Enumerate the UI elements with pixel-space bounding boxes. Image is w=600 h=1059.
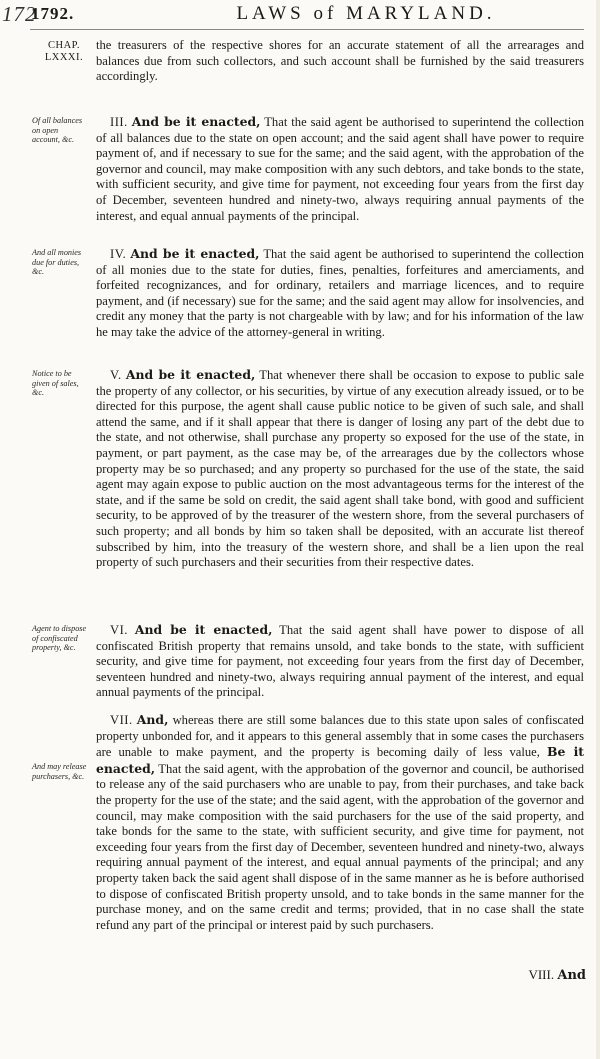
page-title: LAWS of MARYLAND. (236, 3, 496, 24)
catchword-number: VIII. (528, 967, 555, 982)
enacting-clause: And be it enacted, (125, 367, 256, 382)
section-text: That the said agent be authorised to superintend the collection of all balances due to the state on open account; and the said agent shall have power to require payment of, and if necessary to sue for the same; and the said agent, with the approbation of the governor and council, may make composition with any such debtors, and take bonds to the state, with sufficient security, and give time for payment, not exceeding four years from the first day of December, seventeen hundred and ninety-two, always requiring annual payments of the interest, and equal annual payments of the principal. (96, 115, 584, 223)
section-V (96, 367, 584, 571)
section-preamble: whereas there are still some balances due to this state upon sales of confiscated property unbonded for, and it appears to this general assembly that in some cases the purchasers are unable to make payment, and the property is becoming daily of less value, (96, 713, 584, 760)
header-rule (30, 29, 584, 30)
section-number: VII. (110, 713, 133, 727)
section-number: VI. (110, 623, 128, 637)
opening-word: And, (136, 712, 169, 727)
enacting-clause: Be it enacted, (96, 744, 585, 776)
paragraph-continued (96, 38, 584, 85)
chapter-word: CHAP. (48, 40, 80, 51)
chapter-number: LXXXI. (44, 52, 84, 63)
catchword (486, 967, 586, 983)
page-edge (596, 0, 600, 1059)
enacting-clause: And be it enacted, (130, 246, 260, 261)
margin-note-open-account: Of all balances on open account, &c. (32, 116, 83, 145)
handwritten-page-number: 172 (2, 2, 37, 26)
section-IV (96, 246, 584, 341)
enacting-clause: And be it enacted, (134, 622, 273, 637)
catchword-text: And (557, 968, 586, 983)
section-text: That the said agent be authorised to superintend the collection of all monies due to the state for duties, fines, penalties, forfeitures and amerciaments, and forfeited recognizances, and for ordinary, retailers and marriage licences, and to require payment, and (if necessary) sue for the same; and the said agent may allow for insolvencies, and credit any money that the party is not chargeable with by law; and for his information of the law he may take the advice of the attorney-general in writing. (96, 247, 584, 339)
chapter-label (34, 40, 94, 64)
margin-note-confiscated: Agent to dispose of confiscated property, &c. (32, 624, 87, 653)
page-year: 1792. (31, 4, 75, 23)
margin-note-purchasers: And may release purchasers, &c. (32, 762, 87, 781)
section-VI (96, 622, 584, 701)
margin-note-duties: And all monies due for duties, &c. (32, 248, 82, 277)
paragraph-text: the treasurers of the respective shores for an accurate statement of all the arrearages and balances due from such collectors, and such account shall be furnished by the said treasurers accordingly. (96, 38, 584, 84)
section-text: That the said agent shall have power to dispose of all confiscated British property that remains unsold, and take bonds to the state, with sufficient security, and give time for payment, not exceeding four years from the first day of December, seventeen hundred and ninety-two, always requiring annual payment of the interest, and equal annual payments of the principal. (96, 623, 584, 700)
section-text: That whenever there shall be occasion to expose to public sale the property of any collector, or his securities, by virtue of any execution already issued, or to be directed for this purpose, the agent shall cause public notice to be given of such sale, and shall attend the same, and if it shall appear that there is danger of losing any part of the debt due to the state, and not otherwise, shall purchase any property so exposed for the use of the state, in payment, or part payment, as the case may be, of the arrearages due by the collectors whose property may be so purchased; and any property so purchased for the use of the state, the said agent may again expose to public auction on the most advantageous terms for the interest of the state, and if the same be sold on credit, the said agent shall take bond, with good and sufficient security, to be approved of by the treasurer of the western shore, from the several purchasers of such property; and all bonds by him so taken shall be deposited, with an accurate list thereof subscribed by him, into the treasury of the western shore, and shall be a lien upon the real property of such purchasers and their securities from their respective dates. (96, 368, 584, 570)
section-VII (96, 712, 584, 933)
section-number: IV. (110, 247, 127, 261)
section-III (96, 114, 584, 224)
margin-note-sales: Notice to be given of sales, &c. (32, 369, 79, 398)
section-number: III. (110, 115, 128, 129)
enacting-clause: And be it enacted, (131, 114, 261, 129)
section-text: That the said agent, with the approbation of the governor and council, be authorised to release any of the said purchasers who are unable to pay, from their purchases, and take back the property for the use of the state; and the said agent, with the approbation of the governor and council, may make composition with the said purchasers for the use of the said property, and take bonds for the same to the state, with sufficient security, and give time for payment, not exceeding four years from the first day of December, seventeen hundred and ninety-two, always requiring annual payment of the interest, and equal annual payments of the principal; and any property taken back the said agent shall dispose of in the same manner as he is before authorised to dispose of confiscated British property unsold, and to take bonds in the same manner for the purchase money, and on the same credit and terms; provided, that in no case shall the state refund any part of the principal or interest paid by such purchasers. (96, 761, 584, 932)
section-number: V. (110, 368, 122, 382)
